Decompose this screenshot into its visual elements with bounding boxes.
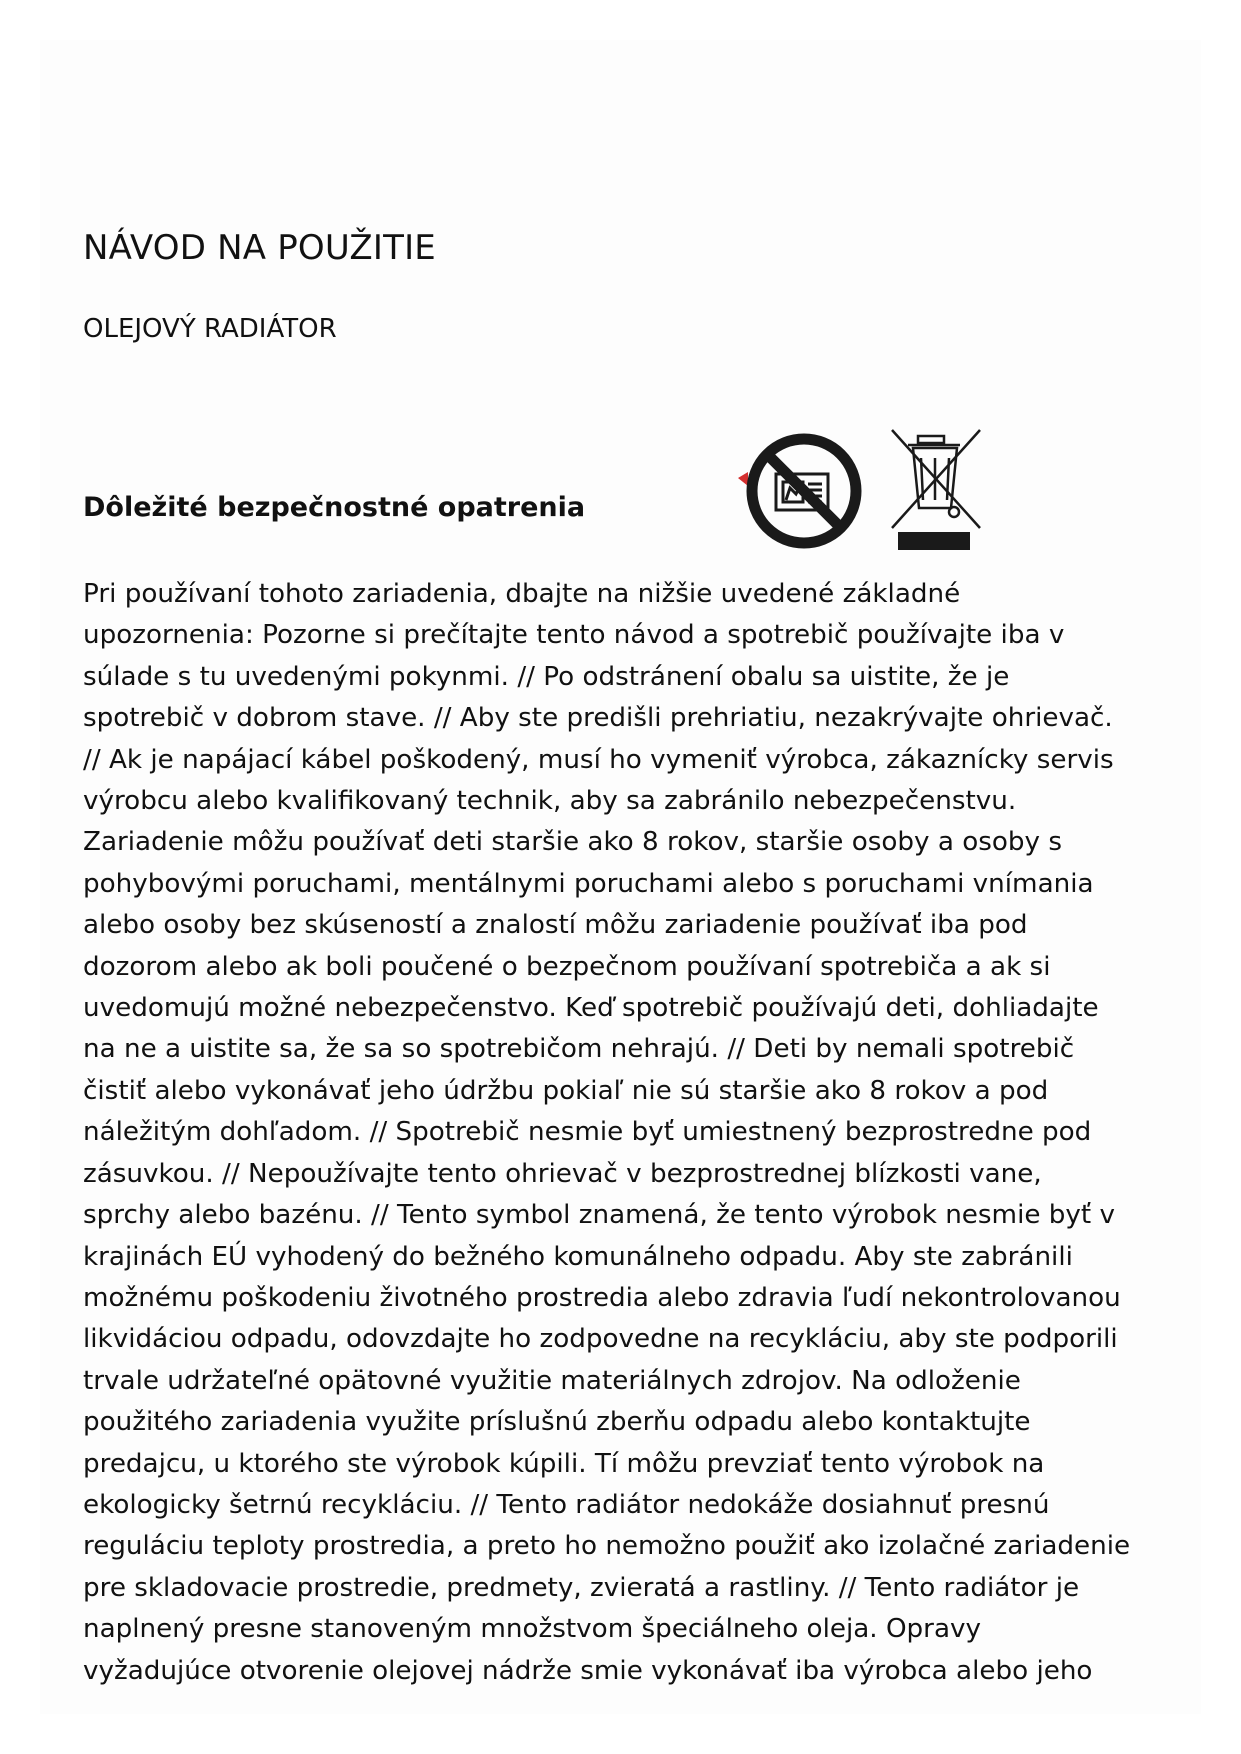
text-line: pohybovými poruchami, mentálnymi poruchami alebo s poruchami vnímania — [83, 868, 1094, 899]
text-line: sprchy alebo bazénu. // Tento symbol znamená, že tento výrobok nesmie byť v — [83, 1200, 1115, 1231]
text-line: // Ak je napájací kábel poškodený, musí ho vymeniť výrobca, zákaznícky servis — [83, 744, 1114, 775]
text-line: naplnený presne stanoveným množstvom špeciálneho oleja. Opravy — [83, 1614, 981, 1645]
text-line: upozornenia: Pozorne si prečítajte tento návod a spotrebič používajte iba v — [83, 620, 1065, 651]
text-line: uvedomujú možné nebezpečenstvo. Keď spotrebič používajú deti, dohliadajte — [83, 993, 1099, 1024]
text-line: ekologicky šetrnú recykláciu. // Tento radiátor nedokáže dosiahnuť presnú — [83, 1489, 1050, 1520]
text-line: náležitým dohľadom. // Spotrebič nesmie byť umiestnený bezprostredne pod — [83, 1117, 1092, 1148]
text-line: na ne a uistite sa, že sa so spotrebičom nehrajú. // Deti by nemali spotrebič — [83, 1034, 1075, 1065]
text-line: reguláciu teploty prostredia, a preto ho nemožno použiť ako izolačné zariadenie — [83, 1531, 1131, 1562]
text-line: použitého zariadenia využite príslušnú zberňu odpadu alebo kontaktujte — [83, 1407, 1031, 1438]
text-line: likvidáciou odpadu, odovzdajte ho zodpovedne na recykláciu, aby ste podporili — [83, 1324, 1118, 1355]
safety-instructions-text — [83, 574, 1193, 1692]
text-line: možnému poškodeniu životného prostredia alebo zdravia ľudí nekontrolovanou — [83, 1282, 1121, 1313]
document-title: NÁVOD NA POUŽITIE — [83, 228, 436, 268]
warning-marker-icon — [738, 472, 748, 486]
text-line: Pri používaní tohoto zariadenia, dbajte na nižšie uvedené základné — [83, 579, 961, 609]
text-line: súlade s tu uvedenými pokynmi. // Po odstránení obalu sa uistite, že je — [83, 661, 1010, 692]
text-line: Zariadenie môžu používať deti staršie ako 8 rokov, staršie osoby a osoby s — [83, 827, 1062, 858]
text-line: výrobcu alebo kvalifikovaný technik, aby sa zabránilo nebezpečenstvu. — [83, 786, 1017, 817]
weee-crossed-bin-icon — [888, 426, 986, 554]
section-heading: Dôležité bezpečnostné opatrenia — [83, 492, 586, 523]
text-line: vyžadujúce otvorenie olejovej nádrže smie vykonávať iba výrobca alebo jeho — [83, 1655, 1093, 1686]
text-line: pre skladovacie prostredie, predmety, zvieratá a rastliny. // Tento radiátor je — [83, 1572, 1080, 1603]
text-line: čistiť alebo vykonávať jeho údržbu pokiaľ nie sú staršie ako 8 rokov a pod — [83, 1075, 1049, 1106]
document-subtitle: OLEJOVÝ RADIÁTOR — [83, 314, 337, 344]
text-line: krajinách EÚ vyhodený do bežného komunálneho odpadu. Aby ste zabránili — [83, 1241, 1073, 1272]
text-line: zásuvkou. // Nepoužívajte tento ohrievač v bezprostrednej blízkosti vane, — [83, 1158, 1042, 1189]
text-line: alebo osoby bez skúseností a znalostí môžu zariadenie používať iba pod — [83, 910, 1028, 941]
text-line: spotrebič v dobrom stave. // Aby ste predišli prehriatiu, nezakrývajte ohrievač. — [83, 703, 1113, 734]
text-line: dozorom alebo ak boli poučené o bezpečnom používaní spotrebiča a ak si — [83, 951, 1051, 982]
text-line: trvale udržateľné opätovné využitie materiálnych zdrojov. Na odloženie — [83, 1365, 1021, 1396]
text-line: predajcu, u ktorého ste výrobok kúpili. Tí môžu prevziať tento výrobok na — [83, 1448, 1045, 1479]
do-not-cover-icon — [738, 428, 864, 554]
